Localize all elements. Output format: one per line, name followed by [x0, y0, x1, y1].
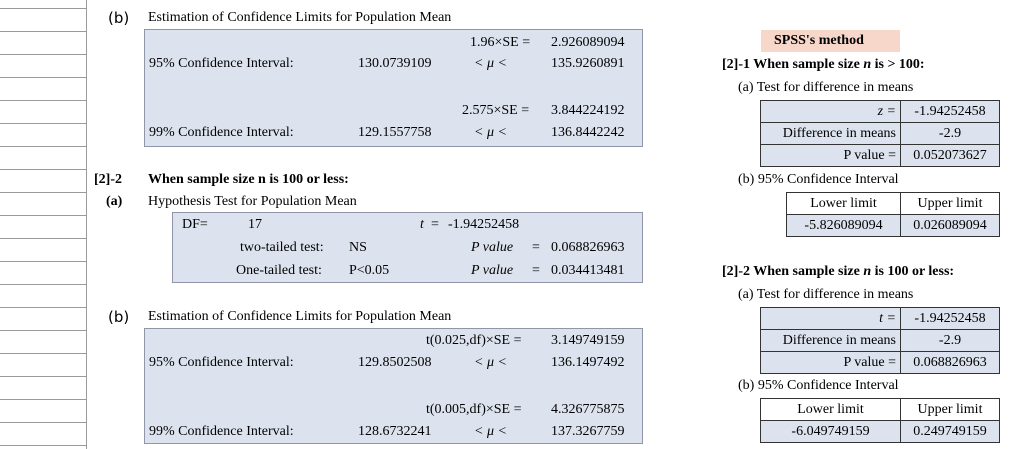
spss-section-1-n: n: [863, 57, 872, 72]
row-line: [0, 445, 86, 446]
se99-label: 2.575×SE =: [462, 103, 530, 118]
spss-2-ci-table: [760, 398, 1000, 443]
table-row: [761, 145, 1000, 167]
spss-section-2-pre: When sample size: [753, 264, 860, 279]
section-number: [2]-2: [94, 172, 122, 187]
z-value: -1.94252458: [901, 101, 1000, 123]
ci99-mu: < μ <: [474, 125, 507, 140]
section-label-b: (b): [108, 9, 130, 27]
ci95-mu: < μ <: [474, 56, 507, 71]
ci99-upper: 136.8442242: [551, 125, 625, 140]
df-value: 17: [248, 217, 262, 232]
row-line: [0, 77, 86, 78]
row-line: [0, 192, 86, 193]
row-line: [0, 215, 86, 216]
table-row: [761, 308, 1000, 330]
p-value: 0.052073627: [901, 145, 1000, 167]
lower-limit-header: Lower limit: [761, 399, 901, 421]
ci95-upper: 136.1497492: [551, 355, 625, 370]
two-tailed-result: NS: [349, 240, 367, 255]
spss-section-1-heading: [722, 57, 925, 73]
ci95-lower: 130.0739109: [358, 56, 432, 71]
row-gutter: [0, 0, 86, 449]
subsection-title: Hypothesis Test for Population Mean: [148, 194, 357, 209]
ci99-upper: 137.3267759: [551, 424, 625, 439]
diff-value: -2.9: [901, 330, 1000, 352]
spss-section-1-pre: When sample size: [753, 57, 860, 72]
p-value-one: 0.034413481: [551, 263, 625, 278]
p-value-eq: =: [532, 263, 540, 278]
table-row: [761, 123, 1000, 145]
lower-limit-value: -5.826089094: [787, 215, 901, 237]
lower-limit-header: Lower limit: [787, 193, 901, 215]
p-value: 0.068826963: [901, 352, 1000, 374]
ci95-lower: 129.8502508: [358, 355, 432, 370]
spss-section-2-number: [2]-2: [722, 264, 750, 279]
table-row: [761, 101, 1000, 123]
p-value-label: P value: [471, 240, 514, 255]
row-line: [0, 31, 86, 32]
se95-value: 2.926089094: [551, 35, 625, 50]
row-line: [0, 284, 86, 285]
t99-label: t(0.005,df)×SE =: [426, 402, 522, 417]
spss-2-test-table: [760, 307, 1000, 374]
ci99-lower: 128.6732241: [358, 424, 432, 439]
row-line: [0, 169, 86, 170]
row-line: [0, 54, 86, 55]
se99-value: 3.844224192: [551, 103, 625, 118]
t-value: -1.94252458: [448, 217, 520, 232]
p-value-eq: =: [532, 240, 540, 255]
t-eq: =: [431, 217, 439, 232]
ci99-mu: < μ <: [474, 424, 507, 439]
p-value-two: 0.068826963: [551, 240, 625, 255]
t-value: -1.94252458: [901, 308, 1000, 330]
ci95-label: 95% Confidence Interval:: [149, 355, 294, 370]
p-value-label: P value: [471, 263, 514, 278]
row-line: [0, 123, 86, 124]
diff-label: Difference in means: [761, 330, 901, 352]
row-line: [0, 100, 86, 101]
t-label: t: [420, 217, 424, 232]
se95-label: 1.96×SE =: [470, 35, 531, 50]
spss-title: SPSS's method: [774, 33, 864, 48]
ci95-label: 95% Confidence Interval:: [149, 56, 294, 71]
table-row: [761, 421, 1000, 443]
row-line: [0, 8, 86, 9]
p-label: P value =: [761, 352, 901, 374]
ci99-lower: 129.1557758: [358, 125, 432, 140]
t99-value: 4.326775875: [551, 402, 625, 417]
ci99-label: 99% Confidence Interval:: [149, 125, 294, 140]
spss-section-2-n: n: [863, 264, 872, 279]
row-line: [0, 330, 86, 331]
subsection-label-a: (a): [106, 194, 123, 209]
table-row: [787, 215, 1000, 237]
row-line: [0, 399, 86, 400]
lower-limit-value: -6.049749159: [761, 421, 901, 443]
ci99-label: 99% Confidence Interval:: [149, 424, 294, 439]
diff-label: Difference in means: [761, 123, 901, 145]
row-line: [0, 261, 86, 262]
upper-limit-header: Upper limit: [901, 399, 1000, 421]
upper-limit-value: 0.026089094: [901, 215, 1000, 237]
spss-section-2-post: is 100 or less:: [874, 264, 955, 279]
row-gutter-divider: [86, 0, 87, 449]
spss-1-ci-title: (b) 95% Confidence Interval: [738, 172, 899, 187]
spss-1-ci-table: [786, 192, 1000, 237]
spss-2-ci-title: (b) 95% Confidence Interval: [738, 378, 899, 393]
row-line: [0, 353, 86, 354]
p-label: P value =: [761, 145, 901, 167]
two-tailed-label: two-tailed test:: [240, 240, 324, 255]
upper-limit-header: Upper limit: [901, 193, 1000, 215]
table-row: [787, 193, 1000, 215]
table-row: [761, 352, 1000, 374]
t95-value: 3.149749159: [551, 333, 625, 348]
t-label: t =: [761, 308, 901, 330]
row-line: [0, 307, 86, 308]
section-heading: When sample size n is 100 or less:: [148, 172, 349, 187]
upper-limit-value: 0.249749159: [901, 421, 1000, 443]
spss-section-1-post: is > 100:: [874, 57, 925, 72]
section-title: Estimation of Confidence Limits for Population Mean: [148, 309, 452, 324]
diff-value: -2.9: [901, 123, 1000, 145]
spss-2-test-title: (a) Test for difference in means: [738, 287, 914, 302]
section-label-b: (b): [108, 308, 130, 326]
table-row: [761, 330, 1000, 352]
row-line: [0, 376, 86, 377]
spss-1-test-table: [760, 100, 1000, 167]
spss-section-1-number: [2]-1: [722, 57, 750, 72]
ci95-mu: < μ <: [474, 355, 507, 370]
t95-label: t(0.025,df)×SE =: [426, 333, 522, 348]
spss-1-test-title: (a) Test for difference in means: [738, 80, 914, 95]
one-tailed-result: P<0.05: [349, 263, 390, 278]
table-row: [761, 399, 1000, 421]
row-line: [0, 422, 86, 423]
section-title: Estimation of Confidence Limits for Population Mean: [148, 10, 452, 25]
spss-section-2-heading: [722, 264, 954, 280]
ci95-upper: 135.9260891: [551, 56, 625, 71]
z-label: z =: [761, 101, 901, 123]
df-label: DF=: [182, 217, 208, 232]
row-line: [0, 146, 86, 147]
row-line: [0, 238, 86, 239]
one-tailed-label: One-tailed test:: [236, 263, 322, 278]
